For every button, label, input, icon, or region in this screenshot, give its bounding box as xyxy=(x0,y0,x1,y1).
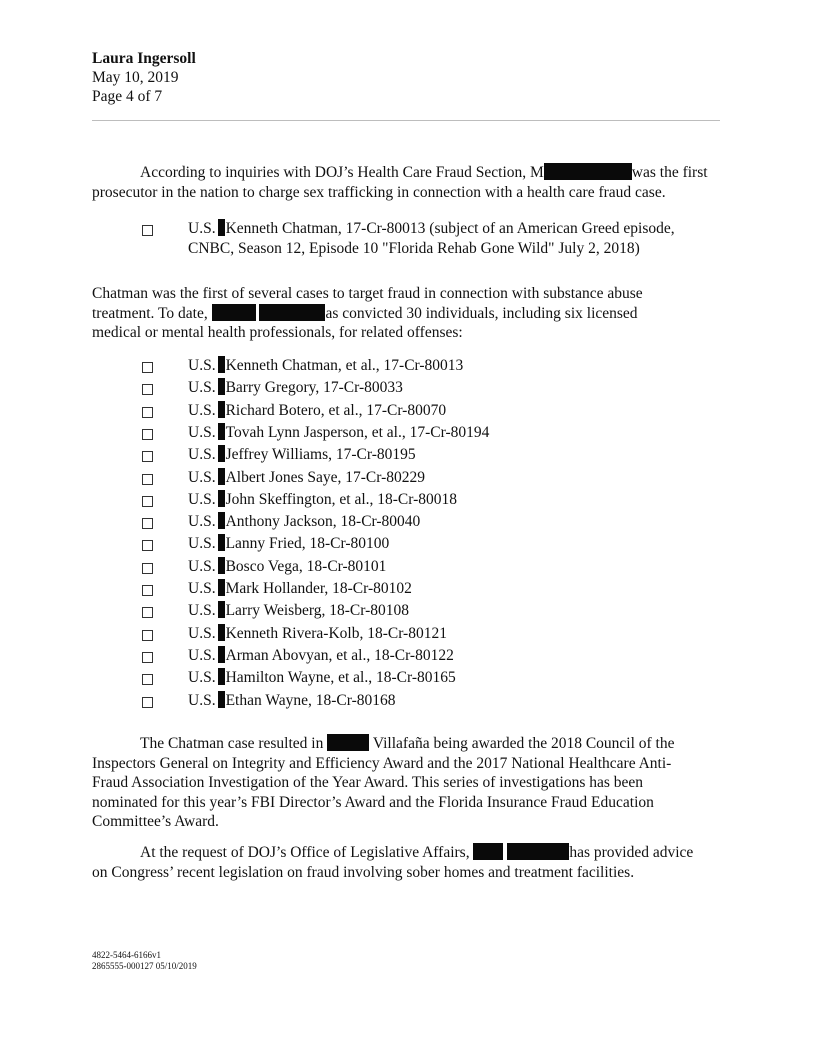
case-name: Tovah Lynn Jasperson, et al., 17-Cr-80194 xyxy=(225,423,490,441)
paragraph-convictions xyxy=(92,284,720,343)
case-checkbox xyxy=(142,697,153,708)
redaction-block xyxy=(218,445,225,462)
author-name: Laura Ingersoll xyxy=(92,50,196,67)
case-checkbox xyxy=(142,496,153,507)
redaction-block xyxy=(218,423,225,440)
redaction-block xyxy=(218,490,225,507)
case-checkbox xyxy=(142,563,153,574)
case-checkbox xyxy=(142,429,153,440)
case-list-item xyxy=(188,668,456,687)
case-name: Albert Jones Saye, 17-Cr-80229 xyxy=(225,468,426,486)
case-prefix: U.S. xyxy=(188,691,216,709)
case-prefix: U.S. xyxy=(188,557,216,575)
redaction-block xyxy=(259,304,325,321)
p2-line2-start: treatment. To date, xyxy=(92,304,208,322)
case-prefix: U.S. xyxy=(188,602,216,620)
case-checkbox xyxy=(142,585,153,596)
case-checkbox xyxy=(142,652,153,663)
case-name: Barry Gregory, 17-Cr-80033 xyxy=(225,379,403,397)
redaction-block xyxy=(218,624,225,641)
paragraph-legislative-affairs xyxy=(92,843,712,882)
checkbox-chatman-sub xyxy=(142,225,153,236)
redaction-block xyxy=(218,512,225,529)
p1-text-after: was the first prosecutor in the nation to charge sex trafficking in connection with a health care fraud case. xyxy=(92,164,708,201)
paragraph-awards xyxy=(92,734,704,832)
redaction-block xyxy=(218,646,225,663)
page-number: Page 4 of 7 xyxy=(92,88,163,105)
case-prefix: U.S. xyxy=(188,220,216,237)
redaction-block xyxy=(218,401,225,418)
case-name: Bosco Vega, 18-Cr-80101 xyxy=(225,557,387,575)
case-name: Kenneth Chatman, et al., 17-Cr-80013 xyxy=(225,357,464,374)
case-name: Mark Hollander, 18-Cr-80102 xyxy=(225,580,412,597)
case-checkbox xyxy=(142,607,153,618)
redaction-block xyxy=(212,304,256,321)
case-list-item xyxy=(188,423,489,442)
redaction-block xyxy=(218,601,225,618)
case-prefix: U.S. xyxy=(188,379,216,397)
case-name: John Skeffington, et al., 18-Cr-80018 xyxy=(225,490,458,508)
case-list-item xyxy=(188,468,425,487)
p4-text-after: has provided advice on Congress’ recent legislation on fraud involving sober homes and treatment facilities. xyxy=(92,844,694,881)
case-checkbox xyxy=(142,474,153,485)
p1-text-before: According to inquiries with DOJ’s Health Care Fraud Section, M xyxy=(140,164,544,181)
case-list-item xyxy=(188,601,409,620)
case-prefix: U.S. xyxy=(188,357,216,374)
case-checkbox xyxy=(142,518,153,529)
redaction-block xyxy=(218,378,225,395)
p3-text-after: Villafaña being awarded the 2018 Council of the Inspectors General on Integrity and Efficiency Award and the 2017 National Healthcare Anti-Fraud Association Investigation of the Year Award. This series of investigations has been nominated for this year’s FBI Director’s Award and the Florida Insurance Fraud Education Committee’s Award. xyxy=(92,735,675,830)
redaction-block xyxy=(218,579,225,596)
case-name: Larry Weisberg, 18-Cr-80108 xyxy=(225,602,409,620)
case-prefix: U.S. xyxy=(188,490,216,508)
case-list-item xyxy=(188,490,457,509)
case-checkbox xyxy=(142,630,153,641)
case-name: Ethan Wayne, 18-Cr-80168 xyxy=(225,691,396,709)
redaction-block xyxy=(218,691,225,708)
case-name: Arman Abovyan, et al., 18-Cr-80122 xyxy=(225,646,454,664)
case-prefix: U.S. xyxy=(188,513,216,531)
case-list-item xyxy=(188,624,447,643)
redaction-block xyxy=(218,668,225,685)
p4-text-before: At the request of DOJ’s Office of Legislative Affairs, xyxy=(140,844,470,861)
p3-text-before: The Chatman case resulted in xyxy=(140,735,324,752)
p2-line2 xyxy=(92,304,720,324)
case-checkbox xyxy=(142,407,153,418)
redaction-block xyxy=(218,219,225,236)
paragraph-prosecution-first xyxy=(92,163,720,202)
p2-line1: Chatman was the first of several cases to target fraud in connection with substance abuse xyxy=(92,285,643,302)
p2-line3: medical or mental health professionals, for related offenses: xyxy=(92,324,463,341)
case-name: Hamilton Wayne, et al., 18-Cr-80165 xyxy=(225,669,456,687)
case-list-item xyxy=(188,445,416,464)
case-checkbox xyxy=(142,362,153,373)
case-list-item xyxy=(188,646,454,665)
redaction-block xyxy=(544,163,632,180)
case-name: Lanny Fried, 18-Cr-80100 xyxy=(225,535,390,553)
redaction-block xyxy=(218,468,225,485)
case-list-item xyxy=(188,579,412,598)
case-name: Jeffrey Williams, 17-Cr-80195 xyxy=(225,446,416,464)
case-name: Richard Botero, et al., 17-Cr-80070 xyxy=(225,401,447,419)
redaction-block xyxy=(218,356,225,373)
doc-reference: 2865555-000127 05/10/2019 xyxy=(92,961,197,971)
redaction-block xyxy=(507,843,569,860)
case-list-item xyxy=(188,691,396,710)
header-divider xyxy=(92,120,720,121)
case-list-item xyxy=(188,378,403,397)
case-prefix: U.S. xyxy=(188,401,216,419)
case-prefix: U.S. xyxy=(188,423,216,441)
p2-line2-end: as convicted 30 individuals, including six licensed xyxy=(325,304,638,322)
case-detail-text: Kenneth Chatman, 17-Cr-80013 (subject of an American Greed episode, CNBC, Season 12, Episode 10 "Florida Rehab Gone Wild" July 2, 2018) xyxy=(188,220,675,257)
document-footer xyxy=(92,950,197,972)
letter-header xyxy=(92,49,196,106)
case-prefix: U.S. xyxy=(188,624,216,642)
case-checkbox xyxy=(142,451,153,462)
case-name: Anthony Jackson, 18-Cr-80040 xyxy=(225,513,421,531)
case-list-item xyxy=(188,557,386,576)
case-name: Kenneth Rivera-Kolb, 18-Cr-80121 xyxy=(225,624,447,642)
case-list-item xyxy=(188,534,389,553)
case-list-item xyxy=(188,401,446,420)
case-list-item xyxy=(188,512,420,531)
case-checkbox xyxy=(142,540,153,551)
doc-id: 4822-5464-6166v1 xyxy=(92,950,161,960)
case-prefix: U.S. xyxy=(188,468,216,486)
redaction-block xyxy=(218,534,225,551)
case-prefix: U.S. xyxy=(188,446,216,464)
redaction-block xyxy=(473,843,503,860)
letter-date: May 10, 2019 xyxy=(92,69,179,86)
case-list-item xyxy=(188,356,463,375)
redaction-block xyxy=(327,734,369,751)
case-checkbox xyxy=(142,674,153,685)
redaction-block xyxy=(218,557,225,574)
case-prefix: U.S. xyxy=(188,580,216,597)
chatman-case-detail xyxy=(188,219,718,259)
case-prefix: U.S. xyxy=(188,669,216,687)
case-prefix: U.S. xyxy=(188,646,216,664)
case-prefix: U.S. xyxy=(188,535,216,553)
case-checkbox xyxy=(142,384,153,395)
